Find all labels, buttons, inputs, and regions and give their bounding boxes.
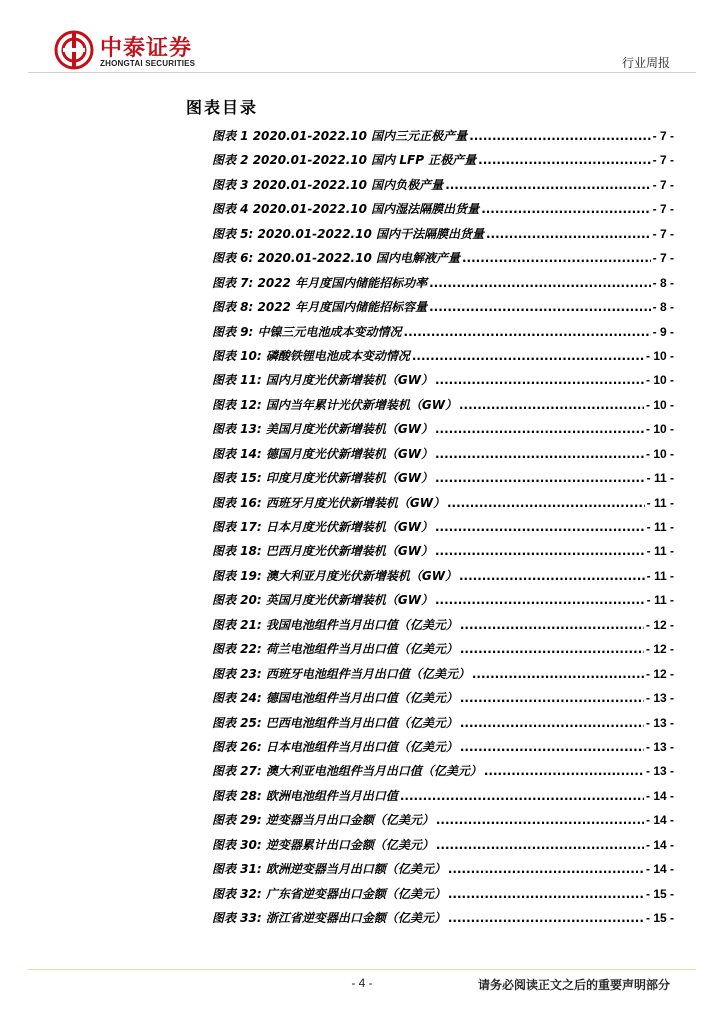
toc-dot-leader: [460, 642, 644, 656]
toc-entry-label: 图表 2 2020.01-2022.10 国内 LFP 正极产量: [212, 153, 477, 168]
logo-english-name: ZHONGTAI SECURITIES: [100, 59, 196, 68]
toc-entry-label: 图表 10: 磷酸铁锂电池成本变动情况: [212, 348, 410, 363]
toc-entry-label: 图表 22: 荷兰电池组件当月出口值（亿美元）: [212, 642, 458, 657]
toc-entry[interactable]: [212, 542, 674, 566]
toc-entry[interactable]: [212, 151, 674, 175]
header-divider: [28, 72, 696, 73]
toc-entry[interactable]: [212, 616, 674, 640]
toc-entry-label: 图表 28: 欧洲电池组件当月出口值: [212, 788, 398, 803]
zhongtai-logo-icon: [54, 30, 94, 70]
toc-entry[interactable]: [212, 811, 674, 835]
toc-entry-label: 图表 9: 中镍三元电池成本变动情况: [212, 324, 402, 339]
toc-entry[interactable]: [212, 689, 674, 713]
toc-entry-label: 图表 12: 国内当年累计光伏新增装机（GW）: [212, 397, 457, 412]
toc-entry-page: - 7 -: [652, 129, 674, 143]
toc-entry[interactable]: [212, 249, 674, 273]
toc-entry-page: - 12 -: [645, 617, 674, 632]
toc-dot-leader: [484, 764, 644, 778]
toc-entry-page: - 10 -: [645, 422, 674, 437]
toc-entry-page: - 13 -: [645, 691, 674, 706]
toc-entry[interactable]: [212, 885, 674, 909]
toc-dot-leader: [448, 862, 644, 876]
toc-entry-page: - 7 -: [652, 177, 674, 192]
toc-dot-leader: [460, 740, 644, 754]
toc-entry-label: 图表 14: 德国月度光伏新增装机（GW）: [212, 446, 433, 461]
footer-divider: [28, 969, 696, 970]
toc-entry[interactable]: [212, 762, 674, 786]
toc-dot-leader: [435, 544, 645, 558]
toc-entry-label: 图表 6: 2020.01-2022.10 国内电解液产量: [212, 251, 460, 266]
toc-entry-page: - 12 -: [645, 666, 674, 681]
toc-entry[interactable]: [212, 836, 674, 860]
toc-entry-page: - 13 -: [645, 764, 674, 779]
toc-entry-label: 图表 30: 逆变器累计出口金额（亿美元）: [212, 837, 434, 852]
toc-dot-leader: [460, 716, 644, 730]
toc-entry[interactable]: [212, 176, 674, 200]
toc-entry[interactable]: [212, 494, 674, 518]
toc-entry[interactable]: [212, 860, 674, 884]
toc-entry-page: - 7 -: [652, 251, 674, 266]
toc-entry-page: - 10 -: [645, 397, 674, 412]
toc-dot-leader: [478, 153, 650, 167]
toc-entry-page: - 14 -: [645, 837, 674, 852]
toc-entry-label: 图表 1 2020.01-2022.10 国内三元正极产量: [212, 129, 468, 143]
table-of-figures: [212, 127, 674, 933]
toc-entry-page: - 11 -: [646, 471, 674, 486]
toc-entry-label: 图表 27: 澳大利亚电池组件当月出口值（亿美元）: [212, 764, 482, 779]
toc-entry-label: 图表 19: 澳大利亚月度光伏新增装机（GW）: [212, 568, 457, 583]
toc-entry-label: 图表 7: 2022 年月度国内储能招标功率: [212, 275, 428, 290]
toc-dot-leader: [472, 667, 644, 681]
toc-entry[interactable]: [212, 567, 674, 591]
toc-dot-leader: [435, 520, 645, 534]
toc-entry[interactable]: [212, 396, 674, 420]
toc-entry[interactable]: [212, 714, 674, 738]
toc-dot-leader: [436, 838, 644, 852]
toc-dot-leader: [436, 813, 644, 827]
toc-entry[interactable]: [212, 591, 674, 615]
toc-entry-label: 图表 13: 美国月度光伏新增装机（GW）: [212, 422, 433, 437]
toc-entry[interactable]: [212, 274, 674, 298]
toc-entry-label: 图表 17: 日本月度光伏新增装机（GW）: [212, 520, 433, 534]
toc-entry[interactable]: [212, 298, 674, 322]
report-type: 行业周报: [621, 56, 670, 70]
toc-entry[interactable]: [212, 738, 674, 762]
toc-dot-leader: [481, 202, 650, 216]
toc-entry[interactable]: [212, 909, 674, 933]
toc-dot-leader: [435, 447, 644, 461]
toc-entry-page: - 11 -: [646, 568, 674, 583]
toc-entry-label: 图表 11: 国内月度光伏新增装机（GW）: [212, 373, 433, 388]
toc-entry-page: - 12 -: [645, 642, 674, 657]
toc-dot-leader: [460, 691, 644, 705]
toc-dot-leader: [435, 422, 644, 436]
toc-entry-page: - 13 -: [645, 715, 674, 730]
toc-dot-leader: [462, 251, 651, 265]
toc-entry-label: 图表 8: 2022 年月度国内储能招标容量: [212, 300, 428, 315]
toc-dot-leader: [404, 325, 651, 339]
toc-dot-leader: [400, 789, 644, 803]
toc-entry-page: - 10 -: [645, 446, 674, 461]
toc-entry-label: 图表 21: 我国电池组件当月出口值（亿美元）: [212, 617, 458, 632]
toc-dot-leader: [429, 300, 651, 314]
page-number: - 4 -: [351, 976, 373, 990]
toc-entry-page: - 10 -: [645, 373, 674, 388]
toc-entry[interactable]: [212, 640, 674, 664]
toc-dot-leader: [448, 887, 644, 901]
toc-entry-label: 图表 23: 西班牙电池组件当月出口值（亿美元）: [212, 666, 470, 681]
toc-entry-label: 图表 32: 广东省逆变器出口金额（亿美元）: [212, 886, 446, 901]
toc-entry[interactable]: [212, 347, 674, 371]
toc-entry[interactable]: [212, 469, 674, 493]
toc-entry[interactable]: [212, 445, 674, 469]
toc-dot-leader: [435, 471, 645, 485]
toc-entry-label: 图表 5: 2020.01-2022.10 国内干法隔膜出货量: [212, 226, 484, 241]
toc-entry-page: - 14 -: [645, 813, 674, 828]
toc-entry-label: 图表 18: 巴西月度光伏新增装机（GW）: [212, 544, 433, 559]
toc-dot-leader: [459, 569, 645, 583]
toc-entry-page: - 14 -: [645, 788, 674, 803]
toc-entry-label: 图表 31: 欧洲逆变器当月出口额（亿美元）: [212, 862, 446, 877]
toc-entry[interactable]: [212, 665, 674, 689]
toc-dot-leader: [486, 227, 651, 241]
toc-entry-page: - 7 -: [652, 153, 674, 168]
logo-chinese-name: 中泰证券: [100, 36, 193, 61]
toc-entry-page: - 15 -: [645, 911, 674, 925]
toc-entry[interactable]: [212, 200, 674, 224]
toc-entry-page: - 11 -: [646, 520, 674, 534]
toc-entry-label: 图表 29: 逆变器当月出口金额（亿美元）: [212, 813, 434, 828]
toc-entry[interactable]: [212, 787, 674, 811]
toc-entry-page: - 13 -: [645, 739, 674, 754]
toc-title: 图表目录: [186, 98, 259, 117]
toc-dot-leader: [460, 618, 644, 632]
toc-dot-leader: [435, 373, 644, 387]
toc-entry-page: - 11 -: [646, 495, 674, 510]
toc-dot-leader: [448, 911, 644, 925]
toc-entry-label: 图表 24: 德国电池组件当月出口值（亿美元）: [212, 691, 458, 706]
toc-entry[interactable]: [212, 323, 674, 347]
toc-entry-page: - 8 -: [652, 300, 674, 315]
toc-entry-page: - 11 -: [646, 544, 674, 559]
toc-entry[interactable]: [212, 371, 674, 395]
toc-entry-label: 图表 3 2020.01-2022.10 国内负极产量: [212, 177, 444, 192]
toc-entry-label: 图表 25: 巴西电池组件当月出口值（亿美元）: [212, 715, 458, 730]
toc-entry-page: - 9 -: [652, 324, 674, 339]
company-logo: [54, 30, 220, 72]
toc-dot-leader: [429, 276, 651, 290]
toc-entry-label: 图表 33: 浙江省逆变器出口金额（亿美元）: [212, 911, 446, 925]
toc-entry[interactable]: [212, 420, 674, 444]
toc-dot-leader: [459, 398, 644, 412]
toc-entry-page: - 7 -: [652, 202, 674, 217]
toc-entry[interactable]: [212, 127, 674, 151]
disclaimer-note: 请务必阅读正文之后的重要声明部分: [477, 978, 670, 992]
toc-dot-leader: [412, 349, 644, 363]
toc-entry-page: - 11 -: [646, 593, 674, 608]
toc-entry-page: - 8 -: [652, 275, 674, 290]
toc-entry-label: 图表 4 2020.01-2022.10 国内湿法隔膜出货量: [212, 202, 480, 217]
toc-entry-label: 图表 26: 日本电池组件当月出口值（亿美元）: [212, 739, 458, 754]
toc-entry-page: - 10 -: [645, 348, 674, 363]
toc-entry[interactable]: [212, 518, 674, 542]
toc-entry-page: - 7 -: [652, 226, 674, 241]
toc-dot-leader: [435, 593, 645, 607]
toc-dot-leader: [445, 178, 650, 192]
toc-dot-leader: [469, 129, 650, 143]
toc-entry[interactable]: [212, 225, 674, 249]
toc-entry-label: 图表 16: 西班牙月度光伏新增装机（GW）: [212, 495, 445, 510]
toc-entry-label: 图表 15: 印度月度光伏新增装机（GW）: [212, 471, 433, 486]
toc-entry-page: - 15 -: [645, 886, 674, 901]
toc-dot-leader: [447, 496, 645, 510]
toc-entry-page: - 14 -: [645, 862, 674, 877]
toc-entry-label: 图表 20: 英国月度光伏新增装机（GW）: [212, 593, 433, 608]
